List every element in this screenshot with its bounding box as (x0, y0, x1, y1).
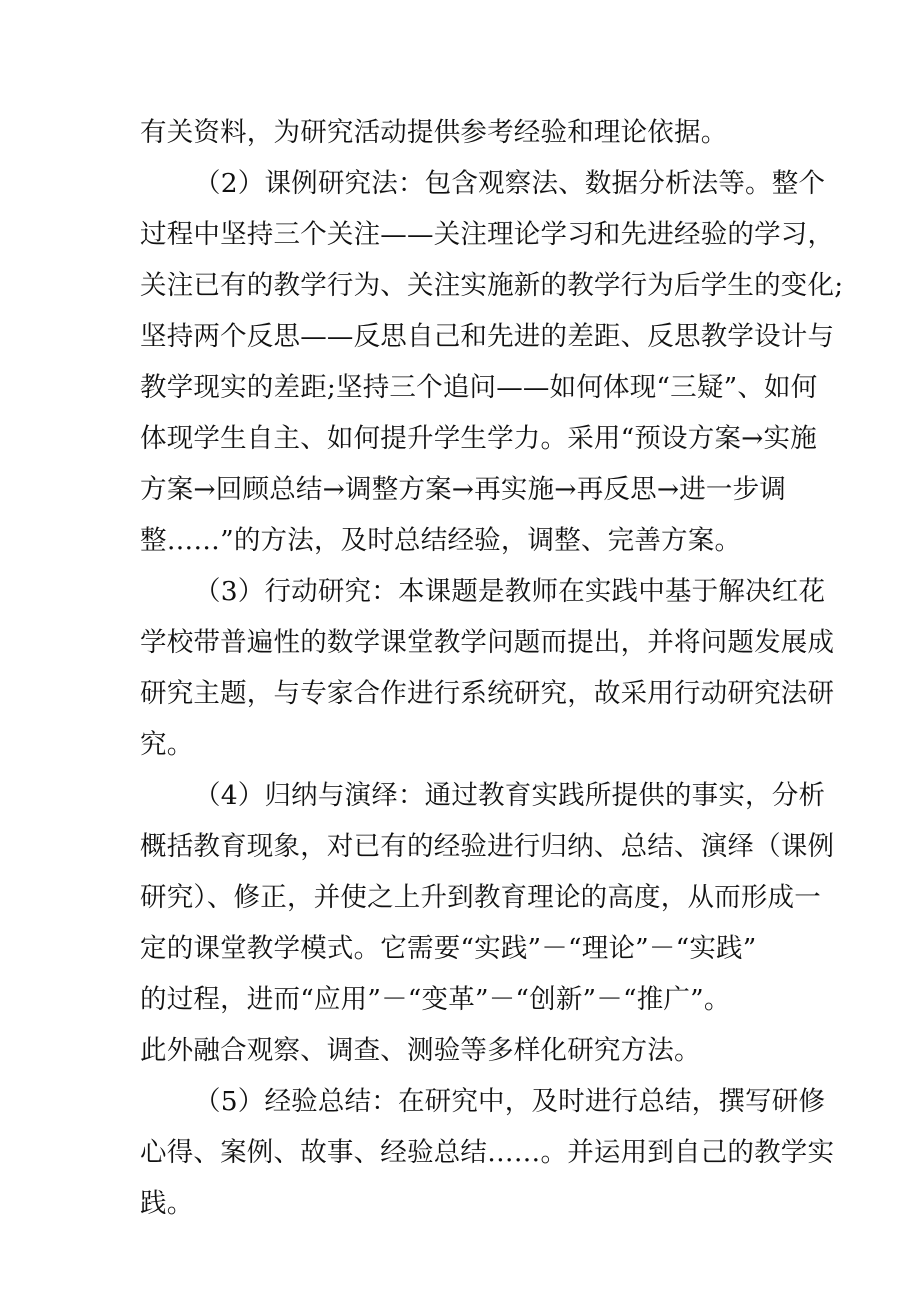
paragraph-2-line-5: 教学现实的差距;坚持三个追问——如何体现“三疑”、如何 (140, 372, 818, 403)
paragraph-2-line-4: 坚持两个反思——反思自己和先进的差距、反思教学设计与 (140, 321, 835, 352)
paragraph-4-line-4: 定的课堂教学模式。它需要“实践”－“理论”－“实践” (140, 933, 757, 964)
paragraph-5-line-2: 心得、案例、故事、经验总结……。并运用到自己的教学实 (140, 1137, 835, 1168)
paragraph-4-line-6: 此外融合观察、调查、测验等多样化研究方法。 (140, 1035, 701, 1066)
paragraph-3-line-1: （3）行动研究：本课题是教师在实践中基于解决红花 (194, 576, 826, 607)
paragraph-4-line-2: 概括教育现象，对已有的经验进行归纳、总结、演绎（课例 (140, 831, 835, 862)
paragraph-3-line-2: 学校带普遍性的数学课堂教学问题而提出，并将问题发展成 (140, 627, 835, 658)
paragraph-4-line-1: （4）归纳与演绎：通过教育实践所提供的事实，分析 (194, 780, 826, 811)
paragraph-2-line-8: 整……”的方法，及时总结经验，调整、完善方案。 (140, 525, 742, 556)
paragraph-5-line-3: 践。 (140, 1188, 194, 1219)
paragraph-3-line-3: 研究主题，与专家合作进行系统研究，故采用行动研究法研 (140, 678, 835, 709)
paragraph-4-line-3: 研究）、修正，并使之上升到教育理论的高度，从而形成一 (140, 882, 821, 913)
paragraph-2-line-6: 体现学生自主、如何提升学生学力。采用“预设方案→实施 (140, 423, 817, 454)
paragraph-2-line-2: 过程中坚持三个关注——关注理论学习和先进经验的学习， (140, 219, 835, 250)
paragraph-2-line-1: （2）课例研究法：包含观察法、数据分析法等。整个 (194, 168, 826, 199)
paragraph-1-line-1: 有关资料，为研究活动提供参考经验和理论依据。 (140, 117, 728, 148)
paragraph-3-line-4: 究。 (140, 729, 194, 760)
paragraph-5-line-1: （5）经验总结：在研究中，及时进行总结，撰写研修 (194, 1086, 826, 1117)
paragraph-2-line-7: 方案→回顾总结→调整方案→再实施→再反思→进一步调 (140, 474, 787, 505)
paragraph-2-line-3: 关注已有的教学行为、关注实施新的教学行为后学生的变化; (140, 270, 844, 301)
paragraph-4-line-5: 的过程，进而“应用”－“变革”－“创新”－“推广”。 (140, 984, 731, 1015)
